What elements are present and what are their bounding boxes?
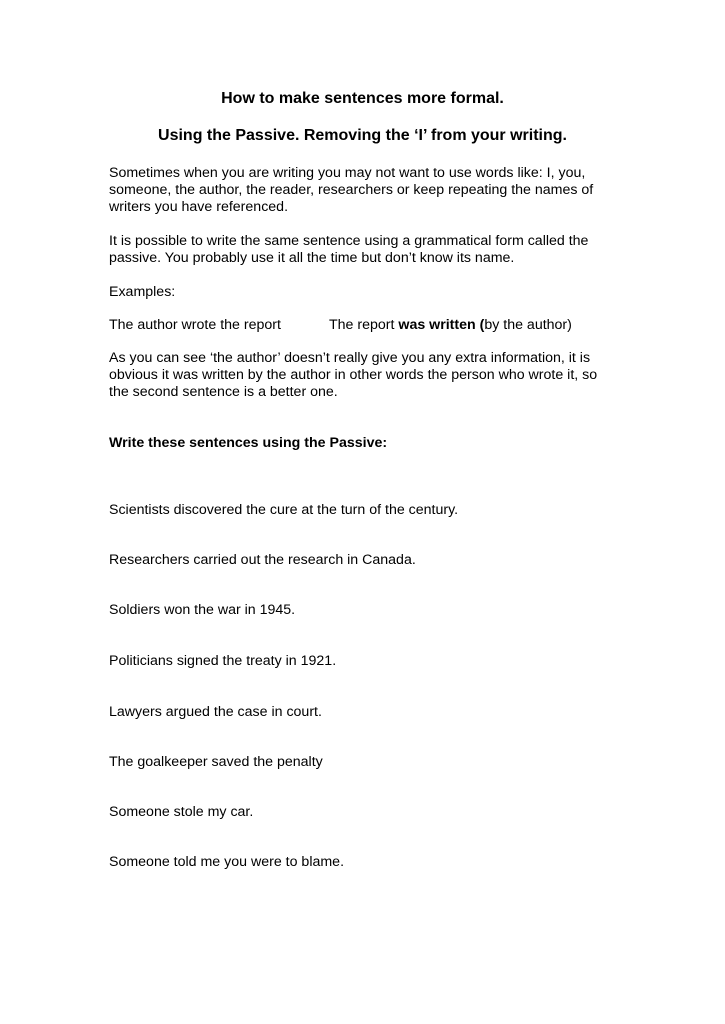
- example-active-sentence: The author wrote the report: [109, 317, 281, 333]
- exercise-sentence: Politicians signed the treaty in 1921.: [109, 653, 337, 669]
- passive-note-line-1: It is possible to write the same sentence using a grammatical form called the: [109, 233, 589, 249]
- page-title: How to make sentences more formal.: [221, 90, 504, 107]
- passive-note-line-2: passive. You probably use it all the time but don’t know its name.: [109, 250, 515, 266]
- page-subtitle: Using the Passive. Removing the ‘I’ from your writing.: [158, 127, 567, 144]
- explanation-line-3: the second sentence is a better one.: [109, 384, 338, 400]
- intro-line-3: writers you have referenced.: [109, 199, 289, 215]
- example-passive-sentence: [329, 317, 572, 335]
- exercise-sentence: The goalkeeper saved the penalty: [109, 754, 323, 770]
- exercise-heading: Write these sentences using the Passive:: [109, 435, 388, 451]
- example-passive-start: The report: [329, 317, 399, 333]
- explanation-line-2: obvious it was written by the author in other words the person who wrote it, so: [109, 367, 598, 383]
- exercise-sentence: Someone told me you were to blame.: [109, 854, 345, 870]
- exercise-sentence: Lawyers argued the case in court.: [109, 704, 322, 720]
- example-passive-bold: was written (: [398, 317, 485, 333]
- intro-line-2: someone, the author, the reader, researchers or keep repeating the names of: [109, 182, 594, 198]
- exercise-sentence: Researchers carried out the research in Canada.: [109, 552, 416, 568]
- exercise-sentence: Soldiers won the war in 1945.: [109, 602, 296, 618]
- exercise-sentence: Scientists discovered the cure at the turn of the century.: [109, 502, 459, 518]
- intro-line-1: Sometimes when you are writing you may not want to use words like: I, you,: [109, 165, 586, 181]
- exercise-sentence: Someone stole my car.: [109, 804, 254, 820]
- explanation-line-1: As you can see ‘the author’ doesn’t really give you any extra information, it is: [109, 350, 591, 366]
- examples-label: Examples:: [109, 284, 176, 300]
- example-passive-end: by the author): [484, 317, 572, 333]
